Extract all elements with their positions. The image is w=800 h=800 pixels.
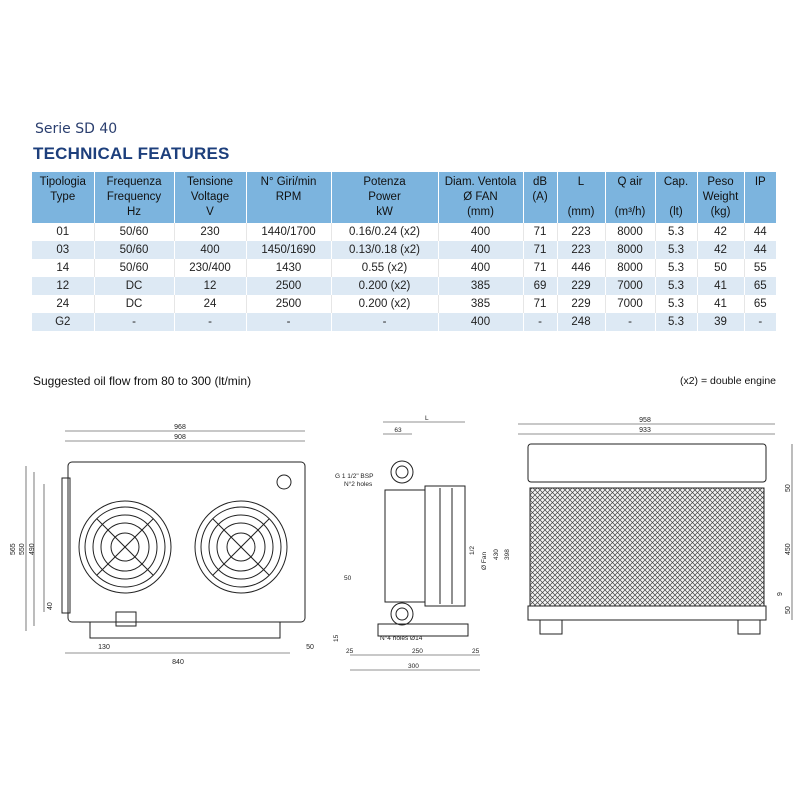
front-frame <box>68 462 305 622</box>
top-bottom-tank <box>528 606 766 620</box>
table-cell: - <box>605 313 655 331</box>
table-cell: 230/400 <box>174 259 246 277</box>
column-header-line: Weight <box>702 191 739 203</box>
column-header-line: Frequenza <box>106 176 162 188</box>
table-cell: 14 <box>32 259 94 277</box>
table-cell: 5.3 <box>655 259 697 277</box>
table-row <box>32 295 776 313</box>
table-cell: 42 <box>697 241 744 259</box>
table-row <box>32 241 776 259</box>
table-cell: 8000 <box>605 259 655 277</box>
table-cell: 44 <box>744 223 776 241</box>
dim-25-right: 25 <box>472 648 480 655</box>
holes-label: N°2 holes <box>344 481 373 488</box>
table-cell: 248 <box>557 313 605 331</box>
table-cell: 230 <box>174 223 246 241</box>
table-cell: 03 <box>32 241 94 259</box>
table-header-row <box>32 172 776 223</box>
side-view <box>350 422 480 670</box>
table-cell: - <box>744 313 776 331</box>
column-header-line: (lt) <box>669 206 683 218</box>
column-header <box>744 172 776 223</box>
column-header-line: Q air <box>617 176 643 188</box>
table-cell: 44 <box>744 241 776 259</box>
table-cell: 50 <box>697 259 744 277</box>
table-cell: 1440/1700 <box>246 223 331 241</box>
top-header-tank <box>528 444 766 482</box>
table-row <box>32 259 776 277</box>
table-cell: 71 <box>523 223 557 241</box>
table-cell: 229 <box>557 295 605 313</box>
table-cell: 69 <box>523 277 557 295</box>
dim-958: 958 <box>639 417 651 424</box>
front-dims <box>10 424 314 666</box>
table-cell: 385 <box>438 277 523 295</box>
table-cell: 400 <box>438 313 523 331</box>
column-header-line: V <box>206 206 214 218</box>
table-cell: 5.3 <box>655 223 697 241</box>
column-header <box>32 172 94 223</box>
dim-40: 40 <box>47 602 54 610</box>
dim-L: L <box>425 415 429 422</box>
table-cell: 42 <box>697 223 744 241</box>
table-cell: 7000 <box>605 295 655 313</box>
column-header-line: IP <box>754 176 766 188</box>
page-title: TECHNICAL FEATURES <box>33 144 230 163</box>
column-header <box>331 172 438 223</box>
table-cell: 24 <box>32 295 94 313</box>
column-header-line: (A) <box>532 191 548 203</box>
dim-968: 968 <box>174 424 186 431</box>
front-cap <box>277 475 291 489</box>
table-cell: 5.3 <box>655 241 697 259</box>
column-header-line: Voltage <box>190 191 230 203</box>
table-cell: 5.3 <box>655 295 697 313</box>
dim-550: 550 <box>19 543 26 555</box>
dim-50-front: 50 <box>306 644 314 651</box>
dim-63: 63 <box>394 427 402 434</box>
front-view <box>26 431 305 653</box>
column-header-line: (kg) <box>710 206 731 218</box>
table-cell: 12 <box>174 277 246 295</box>
column-header-line: Type <box>50 191 76 203</box>
dim-430: 430 <box>493 549 500 560</box>
table-cell: 12 <box>32 277 94 295</box>
column-header <box>246 172 331 223</box>
side-dims <box>333 415 511 670</box>
table-cell: 8000 <box>605 241 655 259</box>
dim-300: 300 <box>408 663 419 670</box>
table-cell: 65 <box>744 277 776 295</box>
table-row <box>32 223 776 241</box>
dim-250: 250 <box>412 648 423 655</box>
column-header-line: (mm) <box>467 206 494 218</box>
table-cell: 0.200 (x2) <box>331 277 438 295</box>
table-cell: 55 <box>744 259 776 277</box>
table-cell: 7000 <box>605 277 655 295</box>
table-cell: - <box>246 313 331 331</box>
column-header-line <box>34 205 92 220</box>
table-cell: 5.3 <box>655 277 697 295</box>
table-cell: 385 <box>438 295 523 313</box>
front-side-tank <box>62 478 70 613</box>
table-cell: 400 <box>438 259 523 277</box>
table-cell: 1450/1690 <box>246 241 331 259</box>
table-row <box>32 277 776 295</box>
top-view <box>518 424 792 634</box>
table-cell: 71 <box>523 241 557 259</box>
column-header-line <box>658 190 695 205</box>
front-port <box>116 612 136 626</box>
table-cell: 5.3 <box>655 313 697 331</box>
table-cell: 229 <box>557 277 605 295</box>
table-cell: - <box>94 313 174 331</box>
dim-50-bottom: 50 <box>785 606 792 614</box>
table-cell: 41 <box>697 277 744 295</box>
column-header <box>523 172 557 223</box>
dim-840: 840 <box>172 659 184 666</box>
table-cell: 0.55 (x2) <box>331 259 438 277</box>
column-header-line: Tipologia <box>39 176 86 188</box>
dim-50-top: 50 <box>785 484 792 492</box>
column-header-line <box>560 190 603 205</box>
column-header-line: Hz <box>126 206 142 218</box>
table-cell: 400 <box>438 223 523 241</box>
table-cell: 0.13/0.18 (x2) <box>331 241 438 259</box>
table-cell: 1430 <box>246 259 331 277</box>
front-base <box>90 622 280 638</box>
table-cell: 400 <box>438 241 523 259</box>
dim-130: 130 <box>98 644 110 651</box>
table-cell: G2 <box>32 313 94 331</box>
table-cell: 71 <box>523 259 557 277</box>
table-cell: 50/60 <box>94 259 174 277</box>
dim-15: 15 <box>333 634 340 642</box>
column-header-line: Tensione <box>186 176 234 188</box>
column-header <box>697 172 744 223</box>
column-header-line: Power <box>368 191 401 203</box>
series-label: Serie SD 40 <box>35 121 118 137</box>
column-header-line: Cap. <box>663 176 689 188</box>
table-cell: DC <box>94 295 174 313</box>
table-cell: 50/60 <box>94 241 174 259</box>
table-cell: - <box>174 313 246 331</box>
dim-9: 9 <box>777 592 784 596</box>
column-header-line: Frequency <box>106 191 162 203</box>
dim-half: 1/2 <box>469 545 476 555</box>
column-header-line: (m³/h) <box>614 206 646 218</box>
table-cell: - <box>331 313 438 331</box>
technical-drawing <box>0 400 800 680</box>
table-row <box>32 313 776 331</box>
technical-features-table <box>32 172 776 331</box>
column-header-line <box>747 190 775 205</box>
dim-398: 398 <box>504 549 511 560</box>
column-header-line: Potenza <box>363 176 406 188</box>
side-core <box>385 490 425 602</box>
table-cell: 41 <box>697 295 744 313</box>
dim-450: 450 <box>785 543 792 555</box>
table-cell: 24 <box>174 295 246 313</box>
table-cell: 39 <box>697 313 744 331</box>
column-header <box>174 172 246 223</box>
oil-flow-note: Suggested oil flow from 80 to 300 (lt/min) <box>33 374 252 388</box>
table-cell: 446 <box>557 259 605 277</box>
table-cell: 2500 <box>246 295 331 313</box>
top-core-fins <box>530 488 764 606</box>
dim-933: 933 <box>639 427 651 434</box>
table-cell: 71 <box>523 295 557 313</box>
fan-label: Ø Fan <box>481 551 488 570</box>
dim-50-side: 50 <box>344 575 352 582</box>
column-header-line: (mm) <box>567 206 595 218</box>
table-cell: - <box>523 313 557 331</box>
column-header <box>94 172 174 223</box>
table-cell: 50/60 <box>94 223 174 241</box>
top-foot-right <box>738 620 760 634</box>
side-fan-housing <box>425 486 465 606</box>
table-cell: 223 <box>557 223 605 241</box>
column-header-line: kW <box>376 206 393 218</box>
bsp-label: G 1 1/2" BSP <box>335 473 374 480</box>
table-cell: DC <box>94 277 174 295</box>
column-header <box>438 172 523 223</box>
table-body <box>32 223 776 331</box>
table-cell: 2500 <box>246 277 331 295</box>
side-port-bottom <box>391 603 413 625</box>
column-header-line <box>526 205 555 220</box>
column-header-line: RPM <box>275 191 302 203</box>
table-cell: 8000 <box>605 223 655 241</box>
column-header <box>557 172 605 223</box>
table-cell: 65 <box>744 295 776 313</box>
double-engine-note: (x2) = double engine <box>679 375 776 387</box>
side-port-top <box>391 461 413 483</box>
table-cell: 0.16/0.24 (x2) <box>331 223 438 241</box>
column-header-line: Ø FAN <box>463 191 498 203</box>
dim-25-left: 25 <box>346 648 354 655</box>
column-header-line <box>608 190 653 205</box>
column-header-line: Peso <box>707 176 734 188</box>
table-cell: 01 <box>32 223 94 241</box>
table-cell: 400 <box>174 241 246 259</box>
column-header-line: N° Giri/min <box>260 176 317 188</box>
column-header-line <box>747 205 775 220</box>
column-header <box>605 172 655 223</box>
top-foot-left <box>540 620 562 634</box>
table-cell: 0.200 (x2) <box>331 295 438 313</box>
column-header <box>655 172 697 223</box>
dim-565: 565 <box>10 543 17 555</box>
table-cell: 223 <box>557 241 605 259</box>
column-header-line: Diam. Ventola <box>444 176 517 188</box>
dim-908: 908 <box>174 434 186 441</box>
column-header-line: L <box>577 176 585 188</box>
column-header-line: dB <box>532 176 548 188</box>
dim-490: 490 <box>29 543 36 555</box>
column-header-line <box>249 205 329 220</box>
base-holes-label: N°4 holes Ø14 <box>380 635 423 642</box>
